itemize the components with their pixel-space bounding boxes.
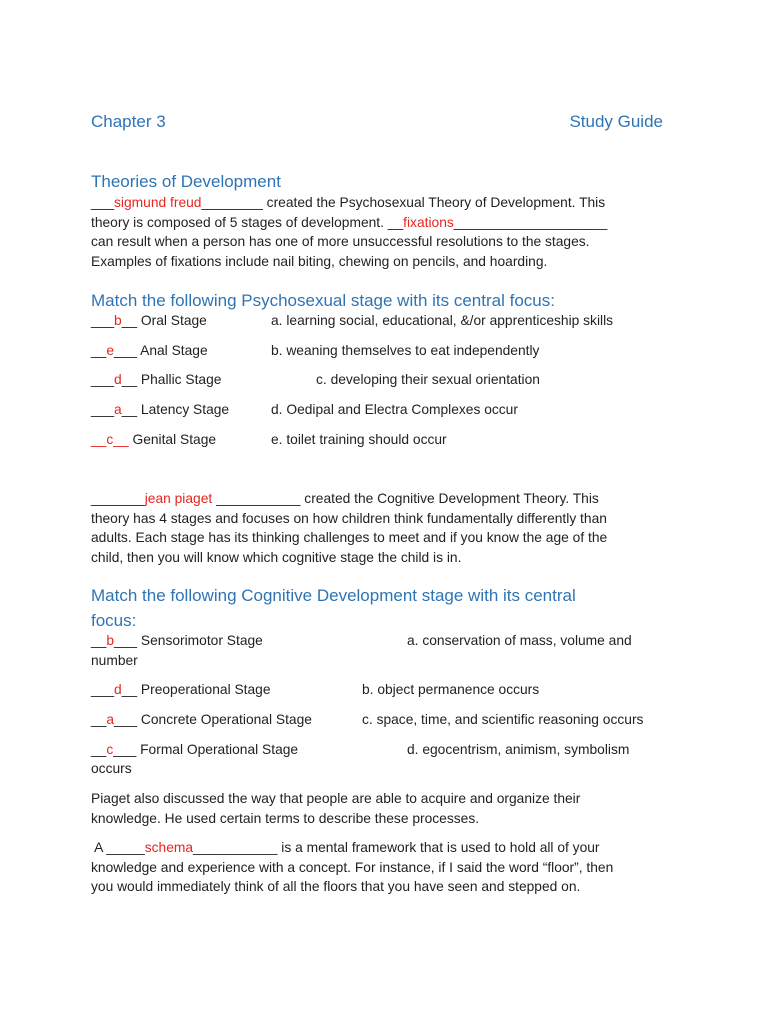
answer-genital: c (106, 432, 114, 447)
schema-paragraph (91, 838, 681, 897)
psychosexual-item-4: ___a__ Latency Stage (91, 402, 230, 417)
answer-anal: e (106, 343, 115, 358)
cognitive-item-3: __a___ Concrete Operational Stage (91, 712, 312, 727)
schema-line-3: you would immediately think of all the floors that you have seen and stepped on. (91, 879, 581, 894)
knowledge-line-1: Piaget also discussed the way that people are able to acquire and organize their (91, 791, 581, 806)
section-heading-psychosexual: Match the following Psychosexual stage with its central focus: (91, 291, 555, 310)
psychosexual-choice-c: c. developing their sexual orientation (316, 372, 540, 387)
psychosexual-item-1: ___b__ Oral Stage (91, 313, 207, 328)
answer-phallic: d (114, 372, 122, 387)
piaget-line-3: adults. Each stage has its thinking challenges to meet and if you know the age of the (91, 530, 608, 545)
answer-preoperational: d (114, 682, 122, 697)
knowledge-paragraph (91, 789, 681, 828)
section-heading-theories: Theories of Development (91, 172, 281, 191)
cognitive-choice-b: b. object permanence occurs (362, 682, 540, 697)
schema-line-2: knowledge and experience with a concept. For instance, if I said the word “floor”, then (91, 859, 614, 875)
freud-line-1: ___sigmund freud________ created the Psychosexual Theory of Development. This (91, 195, 606, 210)
piaget-line-1: _______jean piaget ___________ created the Cognitive Development Theory. This (91, 491, 599, 506)
study-guide-label: Study Guide (569, 112, 663, 131)
psychosexual-choice-e: e. toilet training should occur (271, 432, 447, 447)
psychosexual-choice-a: a. learning social, educational, &/or apprenticeship skills (271, 313, 614, 328)
section-heading-cognitive-line2: focus: (91, 611, 137, 630)
cognitive-choice-a: a. conservation of mass, volume and (407, 633, 632, 648)
psychosexual-item-5: __c__ Genital Stage (91, 432, 217, 447)
cognitive-choice-d-wrap: occurs (91, 761, 132, 776)
answer-piaget: jean piaget (144, 491, 213, 506)
cognitive-item-4: __c___ Formal Operational Stage (91, 742, 299, 757)
cognitive-choice-d: d. egocentrism, animism, symbolism (407, 742, 630, 757)
psychosexual-item-2: __e___ Anal Stage (91, 343, 208, 358)
answer-fixations: fixations (403, 214, 454, 230)
answer-latency: a (114, 402, 122, 417)
freud-line-3: can result when a person has one of more unsuccessful resolutions to the stages. (91, 234, 590, 249)
answer-concrete: a (106, 712, 115, 727)
chapter-label: Chapter 3 (91, 112, 166, 131)
freud-line-2: theory is composed of 5 stages of development. __fixations____________________ (91, 214, 608, 230)
cognitive-choice-c: c. space, time, and scientific reasoning occurs (362, 712, 644, 727)
psychosexual-choice-b: b. weaning themselves to eat independently (271, 343, 540, 358)
freud-paragraph (91, 193, 681, 271)
schema-line-1: A _____schema___________ is a mental framework that is used to hold all of your (91, 840, 600, 855)
knowledge-line-2: knowledge. He used certain terms to describe these processes. (91, 810, 480, 826)
answer-sensorimotor: b (106, 633, 115, 648)
answer-formal: c (106, 742, 114, 757)
cognitive-item-1: __b___ Sensorimotor Stage (91, 633, 263, 648)
answer-schema: schema (144, 840, 194, 855)
piaget-line-2: theory has 4 stages and focuses on how children think fundamentally differently than (91, 510, 607, 526)
psychosexual-item-3: ___d__ Phallic Stage (91, 372, 222, 387)
freud-line-4: Examples of fixations include nail biting, chewing on pencils, and hoarding. (91, 253, 548, 269)
psychosexual-choice-d: d. Oedipal and Electra Complexes occur (271, 402, 518, 417)
piaget-line-4: child, then you will know which cognitive stage the child is in. (91, 549, 462, 565)
piaget-paragraph (91, 489, 681, 567)
cognitive-item-2: ___d__ Preoperational Stage (91, 682, 271, 697)
cognitive-choice-a-wrap: number (91, 653, 138, 668)
answer-freud: sigmund freud (114, 195, 202, 210)
section-heading-cognitive-line1: Match the following Cognitive Development stage with its central (91, 586, 576, 605)
answer-oral: b (114, 313, 122, 328)
